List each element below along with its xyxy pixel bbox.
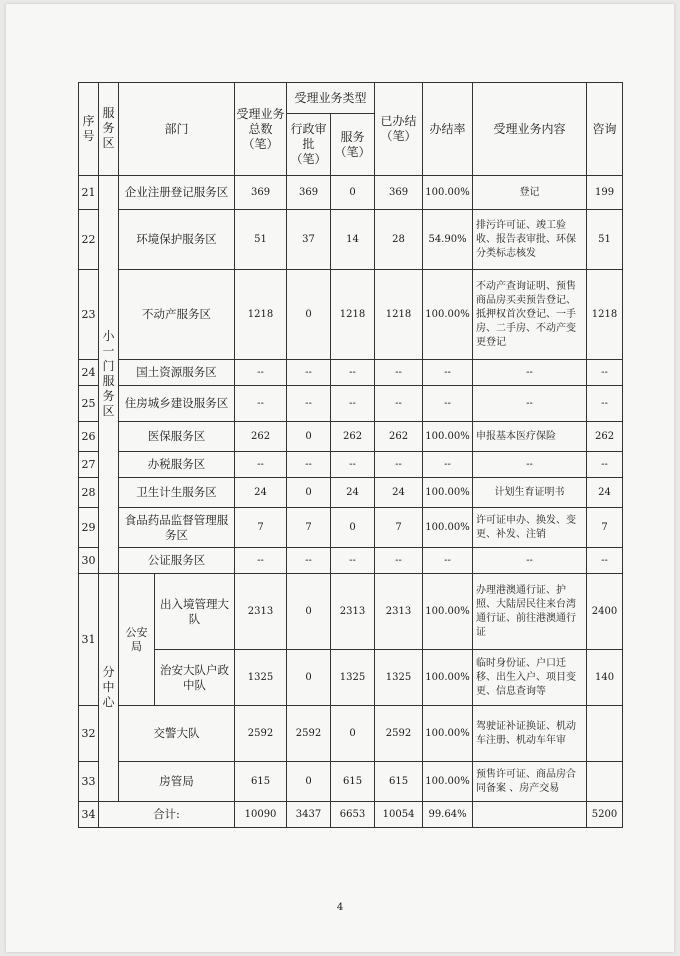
table-row: 28 卫生计生服务区 24 0 24 24 100.00% 计划生育证明书 24 xyxy=(79,478,623,508)
header-service: 服务（笔） xyxy=(331,114,375,176)
header-row-1 xyxy=(79,83,623,114)
header-area: 服务区 xyxy=(99,83,119,176)
police-bureau: 公安局 xyxy=(119,574,155,706)
total-row: 34 合计: 10090 3437 6653 10054 99.64% 5200 xyxy=(79,802,623,828)
table-row: 32 交警大队 2592 2592 0 2592 100.00% 驾驶证补证换证、机动车注册、机动车年审 xyxy=(79,706,623,762)
document-page xyxy=(6,4,674,952)
table-row: 29 食品药品监督管理服务区 7 7 0 7 100.00% 许可证申办、换发、变更、补发、注销 7 xyxy=(79,508,623,548)
table-row: 24 国土资源服务区 -- -- -- -- -- -- -- xyxy=(79,360,623,386)
header-consult: 咨询 xyxy=(587,83,623,176)
table-row: 25 住房城乡建设服务区 -- -- -- -- -- -- -- xyxy=(79,386,623,422)
area-fen: 分中心 xyxy=(99,574,119,802)
table-row: 23 不动产服务区 1218 0 1218 1218 100.00% 不动产查询证明、预售商品房买卖预告登记、抵押权首次登记、一手房、二手房、不动产变更登记 1218 xyxy=(79,270,623,360)
header-rate: 办结率 xyxy=(423,83,473,176)
table-row: 33 房管局 615 0 615 615 100.00% 预售许可证、商品房合同备案 、房产交易 xyxy=(79,762,623,802)
header-content: 受理业务内容 xyxy=(473,83,587,176)
total-label: 合计: xyxy=(99,802,235,828)
header-total: 受理业务总数（笔） xyxy=(235,83,287,176)
statistics-table xyxy=(78,82,623,828)
header-done: 已办结（笔） xyxy=(375,83,423,176)
table-row: 26 医保服务区 262 0 262 262 100.00% 申报基本医疗保险 262 xyxy=(79,422,623,452)
header-type: 受理业务类型 xyxy=(287,83,375,114)
page-number: 4 xyxy=(336,902,344,913)
table-row: 30 公证服务区 -- -- -- -- -- -- -- xyxy=(79,548,623,574)
header-seq: 序号 xyxy=(79,83,99,176)
table-row: 22 环境保护服务区 51 37 14 28 54.90% 排污许可证、竣工验收、报告表审批、环保分类标志核发 51 xyxy=(79,210,623,270)
table-row: 21 小一门服务区 企业注册登记服务区 369 369 0 369 100.00% 登记 199 xyxy=(79,176,623,210)
table-row: 治安大队户政中队 1325 0 1325 1325 100.00% 临时身份证、户口迁移、出生入户、项目变更、信息查询等 140 xyxy=(79,650,623,706)
header-dept: 部门 xyxy=(119,83,235,176)
header-admin: 行政审批（笔） xyxy=(287,114,331,176)
table-row: 27 办税服务区 -- -- -- -- -- -- -- xyxy=(79,452,623,478)
area-xiao: 小一门服务区 xyxy=(99,176,119,574)
table-row: 31 分中心 公安局 出入境管理大队 2313 0 2313 2313 100.00% 办理港澳通行证、护照、大陆居民往来台湾通行证、前往港澳通行证 2400 xyxy=(79,574,623,650)
